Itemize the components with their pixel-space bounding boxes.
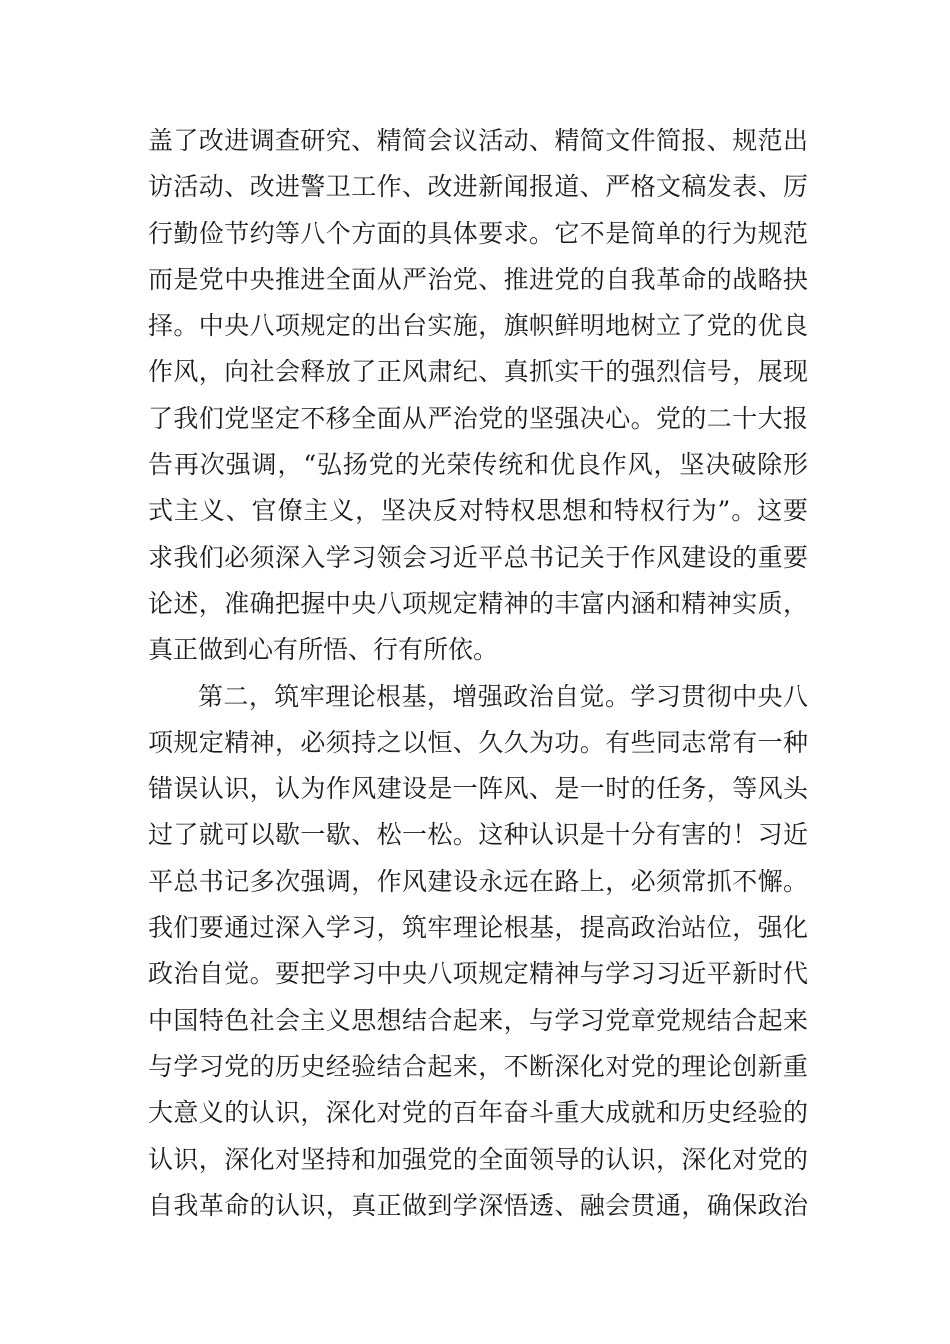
text-line: 第二，筑牢理论根基，增强政治自觉。学习贯彻中央八 (198, 681, 808, 711)
text-line: 过了就可以歇一歇、松一松。这种认识是十分有害的！习近 (148, 820, 808, 850)
text-line: 访活动、改进警卫工作、改进新闻报道、严格文稿发表、厉 (148, 172, 808, 202)
text-line: 政治自觉。要把学习中央八项规定精神与学习习近平新时代 (148, 959, 808, 989)
text-line: 项规定精神，必须持之以恒、久久为功。有些同志常有一种 (148, 727, 808, 757)
text-line: 我们要通过深入学习，筑牢理论根基，提高政治站位，强化 (148, 913, 808, 943)
text-line: 中国特色社会主义思想结合起来，与学习党章党规结合起来 (148, 1005, 808, 1035)
text-line: 与学习党的历史经验结合起来，不断深化对党的理论创新重 (148, 1051, 808, 1081)
text-line: 告再次强调，“弘扬党的光荣传统和优良作风，坚决破除形 (148, 450, 808, 480)
text-line: 平总书记多次强调，作风建设永远在路上，必须常抓不懈。 (148, 866, 808, 896)
text-line: 择。中央八项规定的出台实施，旗帜鲜明地树立了党的优良 (148, 311, 808, 341)
text-line: 论述，准确把握中央八项规定精神的丰富内涵和精神实质， (148, 588, 808, 618)
text-line: 式主义、官僚主义，坚决反对特权思想和特权行为”。这要 (148, 496, 808, 526)
text-line: 求我们必须深入学习领会习近平总书记关于作风建设的重要 (148, 542, 808, 572)
text-line: 错误认识，认为作风建设是一阵风、是一时的任务，等风头 (148, 774, 808, 804)
text-line: 而是党中央推进全面从严治党、推进党的自我革命的战略抉 (148, 264, 808, 294)
text-line: 自我革命的认识，真正做到学深悟透、融会贯通，确保政治 (148, 1190, 808, 1220)
text-line: 大意义的认识，深化对党的百年奋斗重大成就和历史经验的 (148, 1098, 808, 1128)
text-line: 行勤俭节约等八个方面的具体要求。它不是简单的行为规范 (148, 218, 808, 248)
text-line: 盖了改进调查研究、精简会议活动、精简文件简报、规范出 (148, 126, 808, 155)
body-text (148, 118, 808, 1229)
text-line: 了我们党坚定不移全面从严治党的坚强决心。党的二十大报 (148, 403, 808, 433)
text-line: 作风，向社会释放了正风肃纪、真抓实干的强烈信号，展现 (148, 357, 808, 387)
text-line: 真正做到心有所悟、行有所依。 (148, 635, 499, 665)
text-line: 认识，深化对坚持和加强党的全面领导的认识，深化对党的 (148, 1144, 808, 1174)
